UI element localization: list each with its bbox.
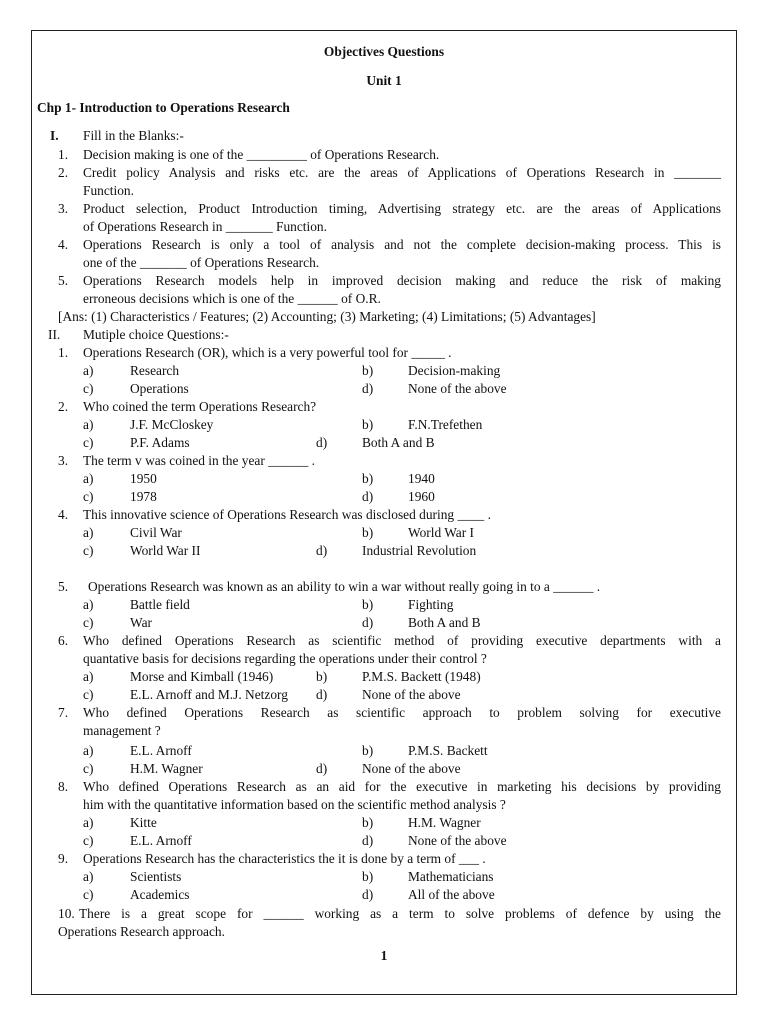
chapter-heading: Chp 1- Introduction to Operations Research [37, 100, 290, 115]
option-letter: d) [316, 435, 328, 450]
unit-heading: Unit 1 [366, 73, 402, 88]
question-number: 8. [58, 779, 69, 794]
option-text: Research [130, 363, 180, 378]
option-text: P.M.S. Backett [408, 743, 488, 758]
option-text: None of the above [408, 833, 507, 848]
section-heading: Mutiple choice Questions:- [83, 327, 229, 342]
option-letter: c) [83, 543, 94, 558]
question-text: Operations Research was known as an ability to win a war without really going in to a ______ . [88, 579, 601, 594]
option-text: H.M. Wagner [130, 761, 203, 776]
option-letter: a) [83, 815, 94, 830]
option-text: None of the above [362, 761, 461, 776]
question-text: one of the _______ of Operations Research. [83, 255, 320, 270]
question-text: Operations Research models help in improved decision making and reduce the risk of making [83, 273, 721, 288]
question-number: 3. [58, 453, 69, 468]
option-text: Academics [130, 887, 190, 902]
option-letter: b) [362, 525, 374, 540]
section-numeral: II. [48, 327, 61, 342]
question-text: There is a great scope for ______ working as a term to solve problems of defence by using the [79, 906, 721, 921]
option-text: Civil War [130, 525, 182, 540]
question-number: 6. [58, 633, 69, 648]
question-text: him with the quantitative information based on the scientific method analysis ? [83, 797, 506, 812]
option-text: Kitte [130, 815, 157, 830]
option-text: None of the above [408, 381, 507, 396]
section-heading: Fill in the Blanks:- [83, 128, 184, 143]
question-text: This innovative science of Operations Research was disclosed during ____ . [83, 507, 491, 522]
question-text: Function. [83, 183, 134, 198]
option-letter: d) [362, 381, 374, 396]
option-letter: a) [83, 869, 94, 884]
question-text: Decision making is one of the _________ of Operations Research. [83, 147, 440, 162]
option-letter: a) [83, 669, 94, 684]
option-letter: a) [83, 743, 94, 758]
option-letter: c) [83, 687, 94, 702]
option-text: Scientists [130, 869, 182, 884]
option-text: All of the above [408, 887, 495, 902]
option-text: P.F. Adams [130, 435, 190, 450]
option-letter: c) [83, 615, 94, 630]
option-text: 1950 [130, 471, 157, 486]
option-letter: c) [83, 887, 94, 902]
option-text: Decision-making [408, 363, 501, 378]
question-text: Operations Research has the characteristics the it is done by a term of ___ . [83, 851, 486, 866]
option-letter: b) [362, 363, 374, 378]
option-letter: b) [362, 815, 374, 830]
question-text: Credit policy Analysis and risks etc. are the areas of Applications of Operations Research in _______ [83, 165, 721, 180]
option-letter: c) [83, 435, 94, 450]
option-letter: c) [83, 833, 94, 848]
question-number: 10. [58, 906, 75, 921]
question-number: 1. [58, 147, 69, 162]
option-text: None of the above [362, 687, 461, 702]
question-number: 4. [58, 237, 69, 252]
option-text: Morse and Kimball (1946) [130, 669, 274, 684]
option-letter: a) [83, 363, 94, 378]
section-numeral: I. [50, 128, 59, 143]
question-text: Product selection, Product Introduction timing, Advertising strategy etc. are the areas of Applications [83, 201, 721, 216]
option-text: Mathematicians [408, 869, 494, 884]
option-text: E.L. Arnoff [130, 833, 192, 848]
question-number: 5. [58, 273, 69, 288]
option-letter: c) [83, 381, 94, 396]
option-letter: b) [362, 471, 374, 486]
option-letter: d) [316, 543, 328, 558]
option-letter: c) [83, 489, 94, 504]
option-letter: d) [316, 761, 328, 776]
option-text: 1960 [408, 489, 435, 504]
question-text: management ? [83, 723, 161, 738]
option-letter: a) [83, 417, 94, 432]
question-text: quantative basis for decisions regarding the operations under their control ? [83, 651, 487, 666]
document-title: Objectives Questions [323, 44, 445, 59]
option-text: 1940 [408, 471, 435, 486]
option-text: Battle field [130, 597, 190, 612]
option-text: War [130, 615, 152, 630]
option-text: P.M.S. Backett (1948) [362, 669, 481, 684]
option-text: J.F. McCloskey [130, 417, 214, 432]
option-text: World War I [408, 525, 475, 540]
option-text: E.L. Arnoff and M.J. Netzorg [130, 687, 288, 702]
question-text: of Operations Research in _______ Function. [83, 219, 327, 234]
option-text: Operations [130, 381, 189, 396]
page-number: 1 [380, 948, 388, 963]
question-text: Who coined the term Operations Research? [83, 399, 317, 414]
option-letter: a) [83, 471, 94, 486]
question-text: Who defined Operations Research as an aid for the executive in marketing his decisions by providing [83, 779, 721, 794]
question-text: erroneous decisions which is one of the ______ of O.R. [83, 291, 381, 306]
option-letter: d) [362, 489, 374, 504]
option-letter: d) [362, 887, 374, 902]
question-text: Who defined Operations Research as scientific method of providing executive departments with a [83, 633, 721, 648]
answer-key: [Ans: (1) Characteristics / Features; (2) Accounting; (3) Marketing; (4) Limitations; (5) Advantages] [58, 309, 596, 324]
question-text: Who defined Operations Research as scientific approach to problem solving for executive [83, 705, 721, 720]
option-letter: b) [362, 869, 374, 884]
option-letter: a) [83, 525, 94, 540]
option-text: World War II [130, 543, 201, 558]
question-text: Operations Research approach. [58, 924, 225, 939]
question-text: Operations Research (OR), which is a very powerful tool for _____ . [83, 345, 452, 360]
option-text: E.L. Arnoff [130, 743, 192, 758]
option-letter: d) [362, 833, 374, 848]
question-number: 3. [58, 201, 69, 216]
option-letter: b) [362, 417, 374, 432]
option-letter: d) [362, 615, 374, 630]
question-text: The term v was coined in the year ______ . [83, 453, 316, 468]
option-text: 1978 [130, 489, 157, 504]
option-letter: d) [316, 687, 328, 702]
option-letter: c) [83, 761, 94, 776]
option-text: Industrial Revolution [362, 543, 477, 558]
question-number: 2. [58, 399, 69, 414]
option-letter: b) [362, 743, 374, 758]
option-letter: b) [316, 669, 328, 684]
option-letter: b) [362, 597, 374, 612]
question-number: 2. [58, 165, 69, 180]
question-number: 9. [58, 851, 69, 866]
option-text: Fighting [408, 597, 454, 612]
option-text: Both A and B [362, 435, 435, 450]
question-number: 1. [58, 345, 69, 360]
option-text: H.M. Wagner [408, 815, 481, 830]
option-text: F.N.Trefethen [408, 417, 483, 432]
question-number: 7. [58, 705, 69, 720]
question-text: Operations Research is only a tool of analysis and not the complete decision-making process. This is [83, 237, 721, 252]
question-number: 5. [58, 579, 69, 594]
question-number: 4. [58, 507, 69, 522]
option-letter: a) [83, 597, 94, 612]
option-text: Both A and B [408, 615, 481, 630]
